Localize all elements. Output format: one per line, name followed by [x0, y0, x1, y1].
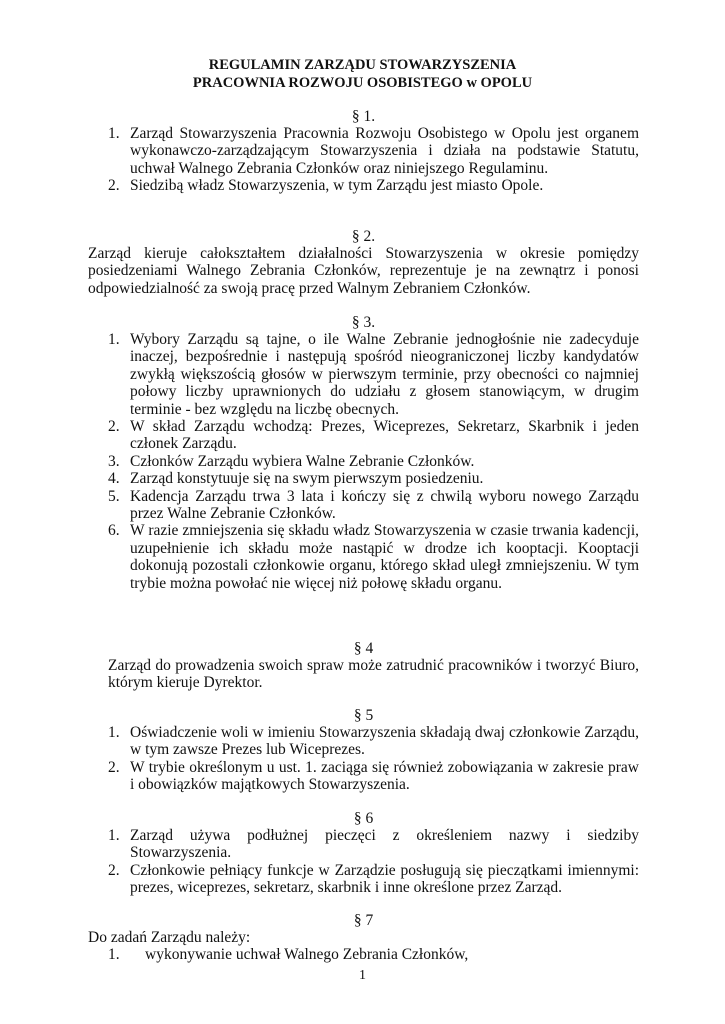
list-item-text: Członkowie pełniący funkcje w Zarządzie posługują się pieczątkami imiennymi: prezes, wiceprezes, sekretarz, skarbnik i inne określone przez Zarząd. [130, 861, 639, 897]
list-item [108, 488, 639, 523]
list-item [108, 125, 639, 177]
list-item-number: 1. [108, 724, 120, 741]
list-item-number: 1. [108, 331, 120, 348]
section-heading: § 1. [351, 108, 376, 125]
list-item [108, 862, 639, 897]
list-item-text: Wybory Zarządu są tajne, o ile Walne Zebranie jednogłośnie nie zadecyduje inaczej, bezpośrednie i następują spośród nieograniczonej liczby kandydatów zwykłą większością głosów w pierwszym terminie, przy obecności co najmniej połowy liczby uprawnionych do udziału z głosem stanowiącym, w drugim terminie - bez względu na liczbę obecnych. [130, 331, 639, 418]
list-item-number: 2. [108, 861, 120, 879]
list-item [108, 418, 639, 453]
section-heading: § 7 [353, 912, 374, 929]
document-title-line2: PRACOWNIA ROZWOJU OSOBISTEGO w OPOLU [192, 75, 533, 91]
list-item-text: W trybie określonym u ust. 1. zaciąga się również zobowiązania w zakresie praw i obowiązków majątkowych Stowarzyszenia. [130, 758, 639, 794]
paragraph: Zarząd kieruje całokształtem działalności Stowarzyszenia w okresie pomiędzy posiedzeniami Walnego Zebrania Członków, reprezentuje je na zewnątrz i ponosi odpowiedzialność za swoją pracę przed Walnym Zebraniem Członków. [88, 245, 639, 297]
list-item-text: W skład Zarządu wchodzą: Prezes, Wiceprezes, Sekretarz, Skarbnik i jeden członek Zarządu. [130, 418, 639, 453]
list-item-text: wykonywanie uchwał Walnego Zebrania Członków, [145, 946, 469, 963]
page-number: 1 [359, 968, 366, 983]
list-item-text: Oświadczenie woli w imieniu Stowarzyszenia składają dwaj członkowie Zarządu, w tym zawsze Prezes lub Wiceprezes. [130, 724, 639, 759]
document-title-line1: REGULAMIN ZARZĄDU STOWARZYSZENIA [208, 57, 517, 73]
numbered-list [108, 724, 639, 794]
list-item-text: Zarząd konstytuuje się na swym pierwszym posiedzeniu. [130, 470, 484, 488]
numbered-list [108, 331, 639, 592]
section-heading: § 4 [353, 640, 374, 657]
numbered-list [108, 827, 639, 897]
list-item [108, 724, 639, 759]
list-item-number: 2. [108, 758, 120, 776]
list-item-text: Członków Zarządu wybiera Walne Zebranie Członków. [130, 452, 475, 470]
list-item [108, 331, 639, 418]
list-item-number: 2. [108, 418, 120, 436]
section-heading: § 3. [351, 314, 376, 331]
list-item-number: 1. [108, 827, 120, 844]
list-item [108, 522, 639, 592]
list-item [108, 177, 639, 194]
list-item-text: Kadencja Zarządu trwa 3 lata i kończy się z chwilą wyboru nowego Zarządu przez Walne Zebranie Członków. [130, 487, 639, 523]
list-item [108, 470, 639, 487]
list-item-number: 2. [108, 177, 120, 195]
list-item-text: Zarząd Stowarzyszenia Pracownia Rozwoju Osobistego w Opolu jest organem wykonawczo-zarządzającym Stowarzyszenia i działa na podstawie Statutu, uchwał Walnego Zebrania Członków oraz niniejszego Regulaminu. [130, 125, 639, 177]
section-heading: § 2. [351, 228, 376, 245]
list-item [108, 453, 639, 470]
list-item-number: 4. [108, 470, 120, 488]
list-item-number: 6. [108, 522, 120, 540]
list-item-number: 3. [108, 452, 120, 470]
section-heading: § 5 [353, 707, 374, 724]
paragraph-intro: Do zadań Zarządu należy: [88, 929, 251, 946]
numbered-list [108, 125, 639, 195]
section-heading: § 6 [353, 810, 374, 827]
paragraph: Zarząd do prowadzenia swoich spraw może zatrudnić pracowników i tworzyć Biuro, którym kieruje Dyrektor. [108, 657, 639, 692]
list-item-number: 1. [108, 946, 120, 963]
list-item-number: 5. [108, 487, 120, 505]
list-item [108, 827, 639, 862]
list-item [108, 759, 639, 794]
list-item-text: Siedzibą władz Stowarzyszenia, w tym Zarządu jest miasto Opole. [130, 177, 544, 195]
list-item-number: 1. [108, 125, 120, 142]
list-item-text: W razie zmniejszenia się składu władz Stowarzyszenia w czasie trwania kadencji, uzupełnienie ich składu może nastąpić w drodze ich kooptacji. Kooptacji dokonują pozostali członkowie organu, którego skład uległ zmniejszeniu. W tym trybie można powołać nie więcej niż połowę składu organu. [130, 522, 639, 592]
list-item-text: Zarząd używa podłużnej pieczęci z określeniem nazwy i siedziby Stowarzyszenia. [130, 827, 639, 862]
list-item [108, 946, 639, 963]
